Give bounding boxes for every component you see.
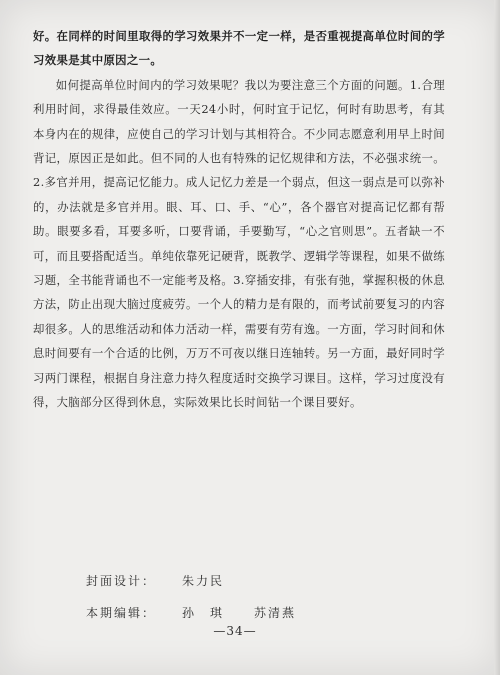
page-number: —34— bbox=[213, 624, 257, 638]
credits-block bbox=[86, 565, 326, 629]
credit-cover-design bbox=[86, 565, 326, 597]
page-edge-shadow bbox=[494, 0, 500, 675]
paragraph-continuation: 好。在同样的时间里取得的学习效果并不一定一样，是否重视提高单位时间的学习效果是其中原因之一。 bbox=[33, 29, 445, 68]
credit-label: 封面设计： bbox=[86, 574, 157, 588]
article-body bbox=[33, 24, 445, 415]
credit-name: 苏清燕 bbox=[254, 606, 297, 620]
credit-label: 本期编辑： bbox=[86, 606, 157, 620]
credit-name: 孙 琪 bbox=[182, 606, 225, 620]
credit-name: 朱力民 bbox=[182, 574, 225, 588]
paragraph-main: 如何提高单位时间内的学习效果呢？我以为要注意三个方面的问题。1.合理利用时间，求得最佳效应。一天24小时，何时宜于记忆，何时有助思考，有其本身内在的规律，应使自己的学习计划与其相符合。不少同志愿意利用早上时间背记，原因正是如此。但不同的人也有特殊的记忆规律和方法，不必强求统一。2.多官并用，提高记忆能力。成人记忆力差是一个弱点，但这一弱点是可以弥补的，办法就是多官并用。眼、耳、口、手、“心”，各个器官对提高记忆都有帮助。眼要多看，耳要多听，口要背诵，手要勤写，“心之官则思”。五者缺一不可，而且要搭配适当。单纯依靠死记硬背，既教学、逻辑学等课程，如果不做练习题，全书能背诵也不一定能考及格。3.穿插安排，有张有弛，掌握积极的休息方法，防止出现大脑过度疲劳。一个人的精力是有限的，而考试前要复习的内容却很多。人的思维活动和体力活动一样，需要有劳有逸。一方面，学习时间和休息时间要有一个合适的比例，万万不可夜以继日连轴转。另一方面，最好同时学习两门课程，根据自身注意力持久程度适时交换学习课目。这样，学习过度没有得，大脑部分区得到休息，实际效果比长时间钻一个课目要好。 bbox=[33, 77, 445, 410]
